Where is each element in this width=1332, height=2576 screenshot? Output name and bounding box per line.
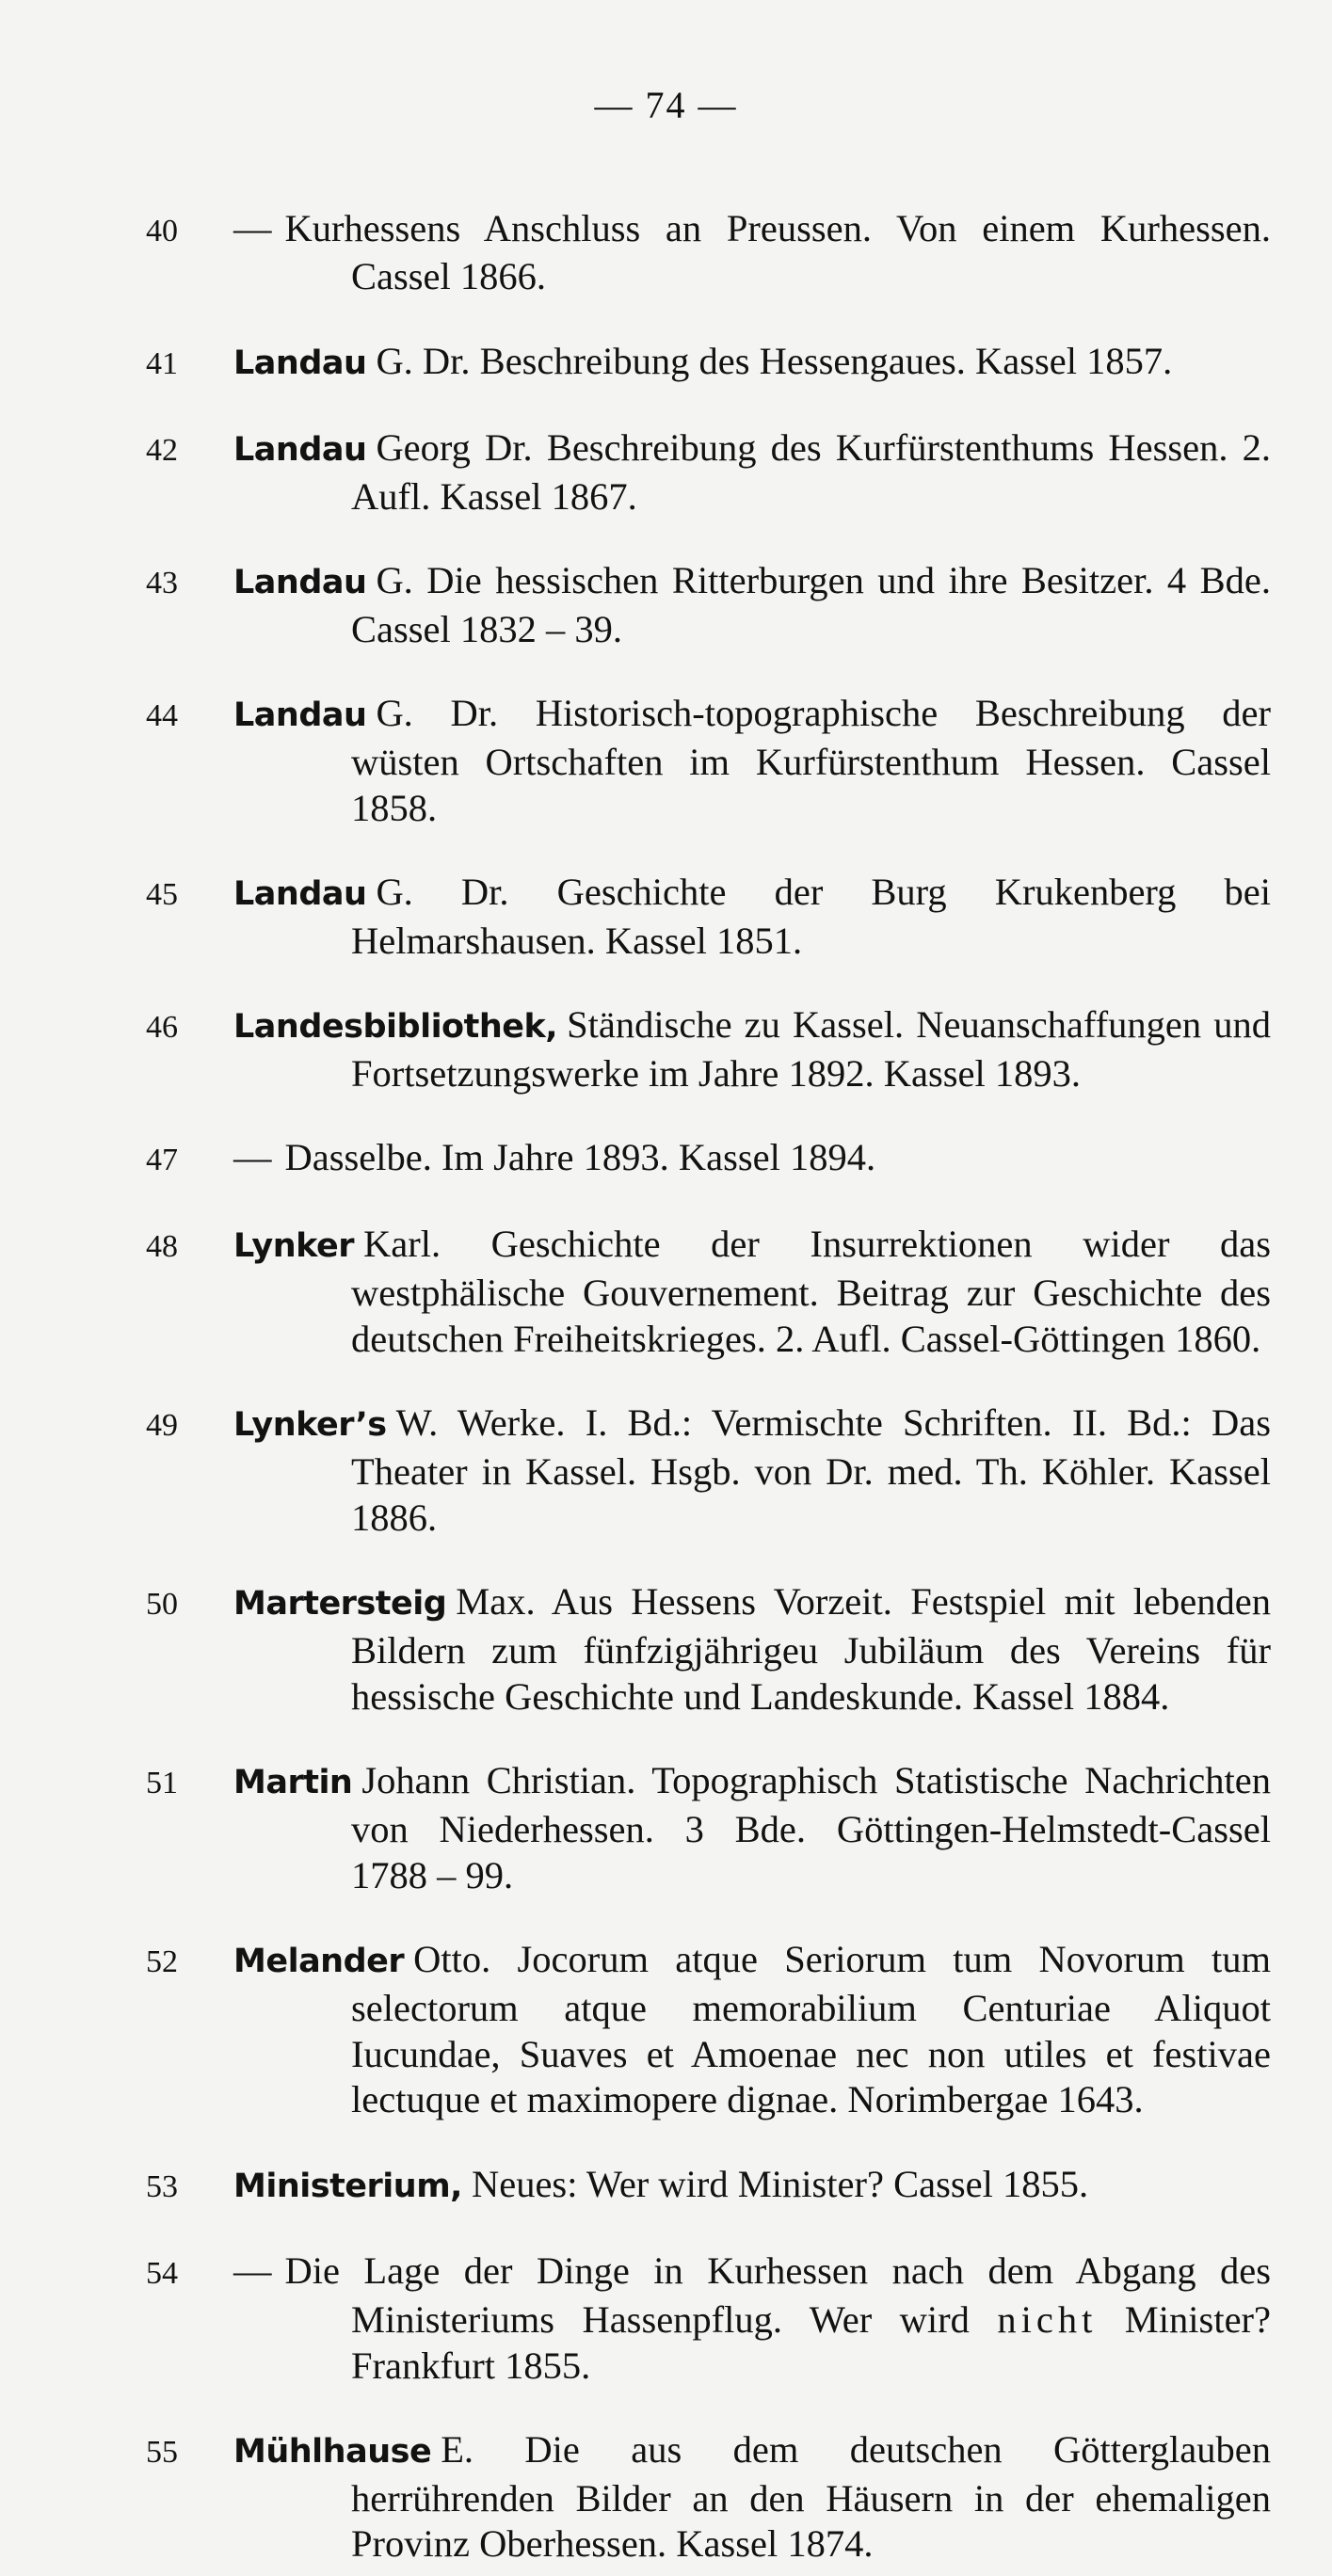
entry-author: Martin (233, 1764, 353, 1802)
entry-text: Dasselbe. Im Jahre 1893. Kassel 1894. (284, 1136, 876, 1179)
entry-text: G. Dr. Geschichte der Burg Krukenberg bei Helmarshausen. Kassel 1851. (351, 870, 1271, 962)
entry-number: 53 (146, 2168, 178, 2204)
entry-number: 43 (146, 565, 178, 600)
entry-number: 49 (146, 1408, 178, 1444)
entry-number: 48 (146, 1229, 178, 1265)
entry-44 (146, 691, 1271, 831)
entry-49 (146, 1400, 1271, 1541)
ditto-dash: — (233, 206, 272, 249)
entry-52 (146, 1937, 1271, 2123)
entry-number: 40 (146, 213, 178, 248)
entry-54 (146, 2248, 1271, 2389)
entry-author: Lynker (233, 1227, 354, 1266)
entry-text: Kurhessens Anschluss an Preussen. Von einem Kurhessen. Cassel 1866. (284, 206, 1271, 298)
entry-text-end: Minister? Frankfurt 1855. (351, 2297, 1272, 2387)
entry-48 (146, 1222, 1271, 1362)
entry-text: G. Dr. Beschreibung des Hessengaues. Kassel 1857. (376, 339, 1173, 382)
entry-text: E. Die aus dem deutschen Götterglauben herrührenden Bilder an den Häusern in der ehemaligen Provinz Oberhessen. Kassel 1874. (351, 2427, 1271, 2566)
entry-author: Landau (233, 563, 367, 601)
entry-author: Ministerium, (233, 2167, 462, 2205)
entry-40 (146, 206, 1271, 301)
entry-number: 51 (146, 1766, 178, 1801)
entry-text: Karl. Geschichte der Insurrektionen wider das westphälische Gouvernement. Beitrag zur Geschichte des deutschen Freiheitskrieges. 2. Aufl. Cassel-Göttingen 1860. (351, 1223, 1271, 1361)
entry-author: Landesbibliothek, (233, 1008, 558, 1047)
entry-text: Ständische zu Kassel. Neuanschaffungen und Fortsetzungswerke im Jahre 1892. Kassel 1893. (351, 1003, 1271, 1095)
entry-41 (146, 339, 1271, 388)
entry-number: 41 (146, 345, 178, 381)
entry-text: W. Werke. I. Bd.: Vermischte Schriften. II. Bd.: Das Theater in Kassel. Hsgb. von Dr. med. Th. Köhler. Kassel 1886. (351, 1401, 1271, 1539)
entry-author: Landau (233, 874, 367, 913)
entry-number: 55 (146, 2434, 178, 2470)
entry-text: Johann Christian. Topographisch Statistische Nachrichten von Niederhessen. 3 Bde. Göttingen-Helmstedt-Cassel 1788 – 99. (351, 1759, 1271, 1896)
bibliography-list (146, 168, 1271, 2576)
entry-47 (146, 1135, 1271, 1184)
entry-author: Landau (233, 696, 367, 735)
entry-text: Max. Aus Hessens Vorzeit. Festspiel mit lebenden Bildern zum fünfzigjährigeu Jubiläum des Vereins für hessische Geschichte und Landeskunde. Kassel 1884. (351, 1580, 1271, 1718)
entry-author: Martersteig (233, 1585, 447, 1624)
emphasized-word: nicht (997, 2297, 1098, 2341)
entry-43 (146, 558, 1271, 653)
entry-author: Landau (233, 344, 367, 382)
ditto-dash: — (233, 1136, 272, 1179)
entry-42 (146, 425, 1271, 520)
page-number: — 74 — (594, 84, 738, 126)
entry-text: Die Lage der Dinge in Kurhessen nach dem Abgang des Ministeriums Hassenpflug. Wer wird (284, 2249, 1271, 2341)
entry-55 (146, 2427, 1271, 2568)
entry-author: Landau (233, 430, 367, 469)
entry-number: 52 (146, 1944, 178, 1980)
entry-45 (146, 870, 1271, 965)
entry-46 (146, 1002, 1271, 1097)
entry-number: 46 (146, 1010, 178, 1046)
entry-text: Otto. Jocorum atque Seriorum tum Novorum tum selectorum atque memorabilium Centuriae Aliquot Iucundae, Suaves et Amoenae nec non utiles et festivae lectuque et maximopere dignae. Norimbergae 1643. (351, 1938, 1271, 2121)
ditto-dash: — (233, 2249, 272, 2292)
entry-number: 50 (146, 1587, 178, 1623)
entry-51 (146, 1758, 1271, 1898)
entry-text: Georg Dr. Beschreibung des Kurfürstenthums Hessen. 2. Aufl. Kassel 1867. (351, 425, 1271, 518)
entry-number: 42 (146, 432, 178, 468)
entry-53 (146, 2162, 1271, 2211)
entry-author: Melander (233, 1943, 405, 1981)
entry-number: 45 (146, 876, 178, 912)
entry-number: 54 (146, 2256, 178, 2291)
entry-text: Neues: Wer wird Minister? Cassel 1855. (471, 2162, 1089, 2205)
entry-text: G. Dr. Historisch-topographische Beschreibung der wüsten Ortschaften im Kurfürstenthum Hessen. Cassel 1858. (351, 692, 1271, 829)
entry-author: Mühlhause (233, 2432, 432, 2471)
entry-number: 44 (146, 698, 178, 734)
entry-author: Lynker’s (233, 1406, 387, 1445)
entry-50 (146, 1579, 1271, 1720)
entry-text: G. Die hessischen Ritterburgen und ihre Besitzer. 4 Bde. Cassel 1832 – 39. (351, 558, 1271, 650)
entry-number: 47 (146, 1143, 178, 1178)
